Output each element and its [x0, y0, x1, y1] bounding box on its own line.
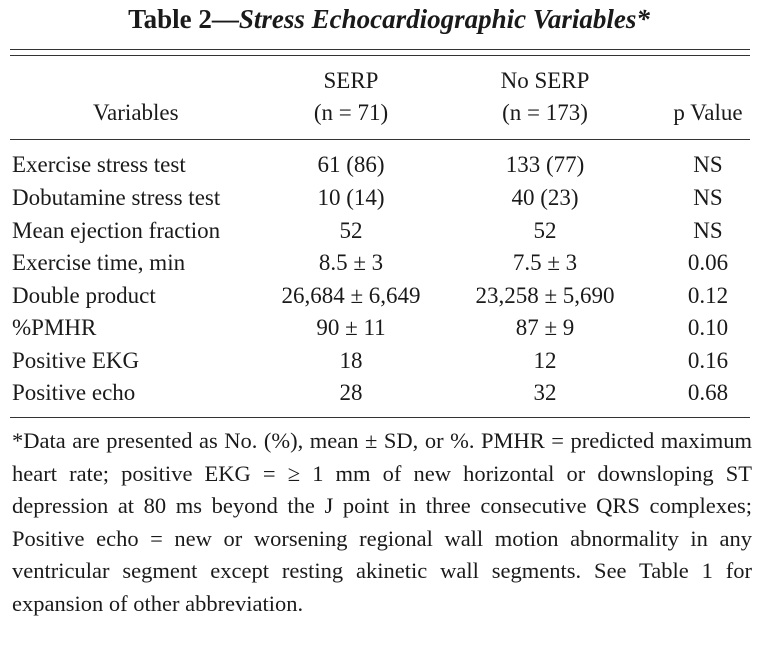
header-rule [10, 139, 750, 140]
row-no-serp-value: 12 [533, 348, 557, 373]
bottom-rule [10, 417, 750, 418]
row-serp-value: 10 (14) [317, 185, 385, 210]
row-serp-value: 18 [339, 348, 363, 373]
row-no-serp-value: 40 (23) [511, 185, 579, 210]
row-serp-value: 90 ± 11 [316, 315, 386, 340]
header-serp: SERP [323, 68, 379, 93]
row-p-value: NS [693, 152, 723, 177]
row-p-value: 0.06 [687, 250, 729, 275]
row-p-value: NS [693, 185, 723, 210]
row-variable: Positive echo [12, 380, 136, 405]
table-title-footnote-marker: * [636, 4, 650, 34]
table-title [0, 4, 778, 35]
row-variable: Exercise time, min [12, 250, 186, 275]
row-no-serp-value: 32 [533, 380, 557, 405]
row-variable: Exercise stress test [12, 152, 186, 177]
table-footnote: *Data are presented as No. (%), mean ± SD, or %. PMHR = predicted maximum heart rate; positive EKG = ≥ 1 mm of new horizontal or downsloping ST depression at 80 ms beyond the J point in three consecutive QRS complexes; Positive echo = new or worsening regional wall motion abnormality in any ventricular segment except resting akinetic wall segments. See Table 1 for expansion of other abbreviation. [12, 428, 752, 616]
row-p-value: 0.10 [687, 315, 729, 340]
row-serp-value: 61 (86) [317, 152, 385, 177]
header-serp-n: (n = 71) [313, 100, 389, 125]
top-rule-1 [10, 49, 750, 50]
row-p-value: NS [693, 218, 723, 243]
row-variable: %PMHR [12, 315, 97, 340]
row-variable: Mean ejection fraction [12, 218, 221, 243]
row-serp-value: 26,684 ± 6,649 [281, 283, 421, 308]
row-p-value: 0.16 [687, 348, 729, 373]
row-variable: Double product [12, 283, 156, 308]
row-p-value: 0.68 [687, 380, 729, 405]
row-no-serp-value: 23,258 ± 5,690 [475, 283, 615, 308]
row-serp-value: 8.5 ± 3 [318, 250, 384, 275]
row-serp-value: 28 [339, 380, 363, 405]
row-serp-value: 52 [339, 218, 363, 243]
row-p-value: 0.12 [687, 283, 729, 308]
header-variables: Variables [93, 100, 179, 125]
top-rule-2 [10, 55, 750, 56]
row-no-serp-value: 133 (77) [505, 152, 585, 177]
header-no-serp-n: (n = 173) [502, 100, 588, 125]
header-no-serp: No SERP [500, 68, 590, 93]
header-p-value: p Value [673, 100, 743, 125]
row-variable: Dobutamine stress test [12, 185, 221, 210]
row-no-serp-value: 7.5 ± 3 [512, 250, 578, 275]
row-no-serp-value: 52 [533, 218, 557, 243]
row-no-serp-value: 87 ± 9 [515, 315, 575, 340]
table-title-label: Table 2— [128, 4, 239, 34]
table-title-text: Stress Echocardiographic Variables [238, 4, 637, 34]
row-variable: Positive EKG [12, 348, 140, 373]
